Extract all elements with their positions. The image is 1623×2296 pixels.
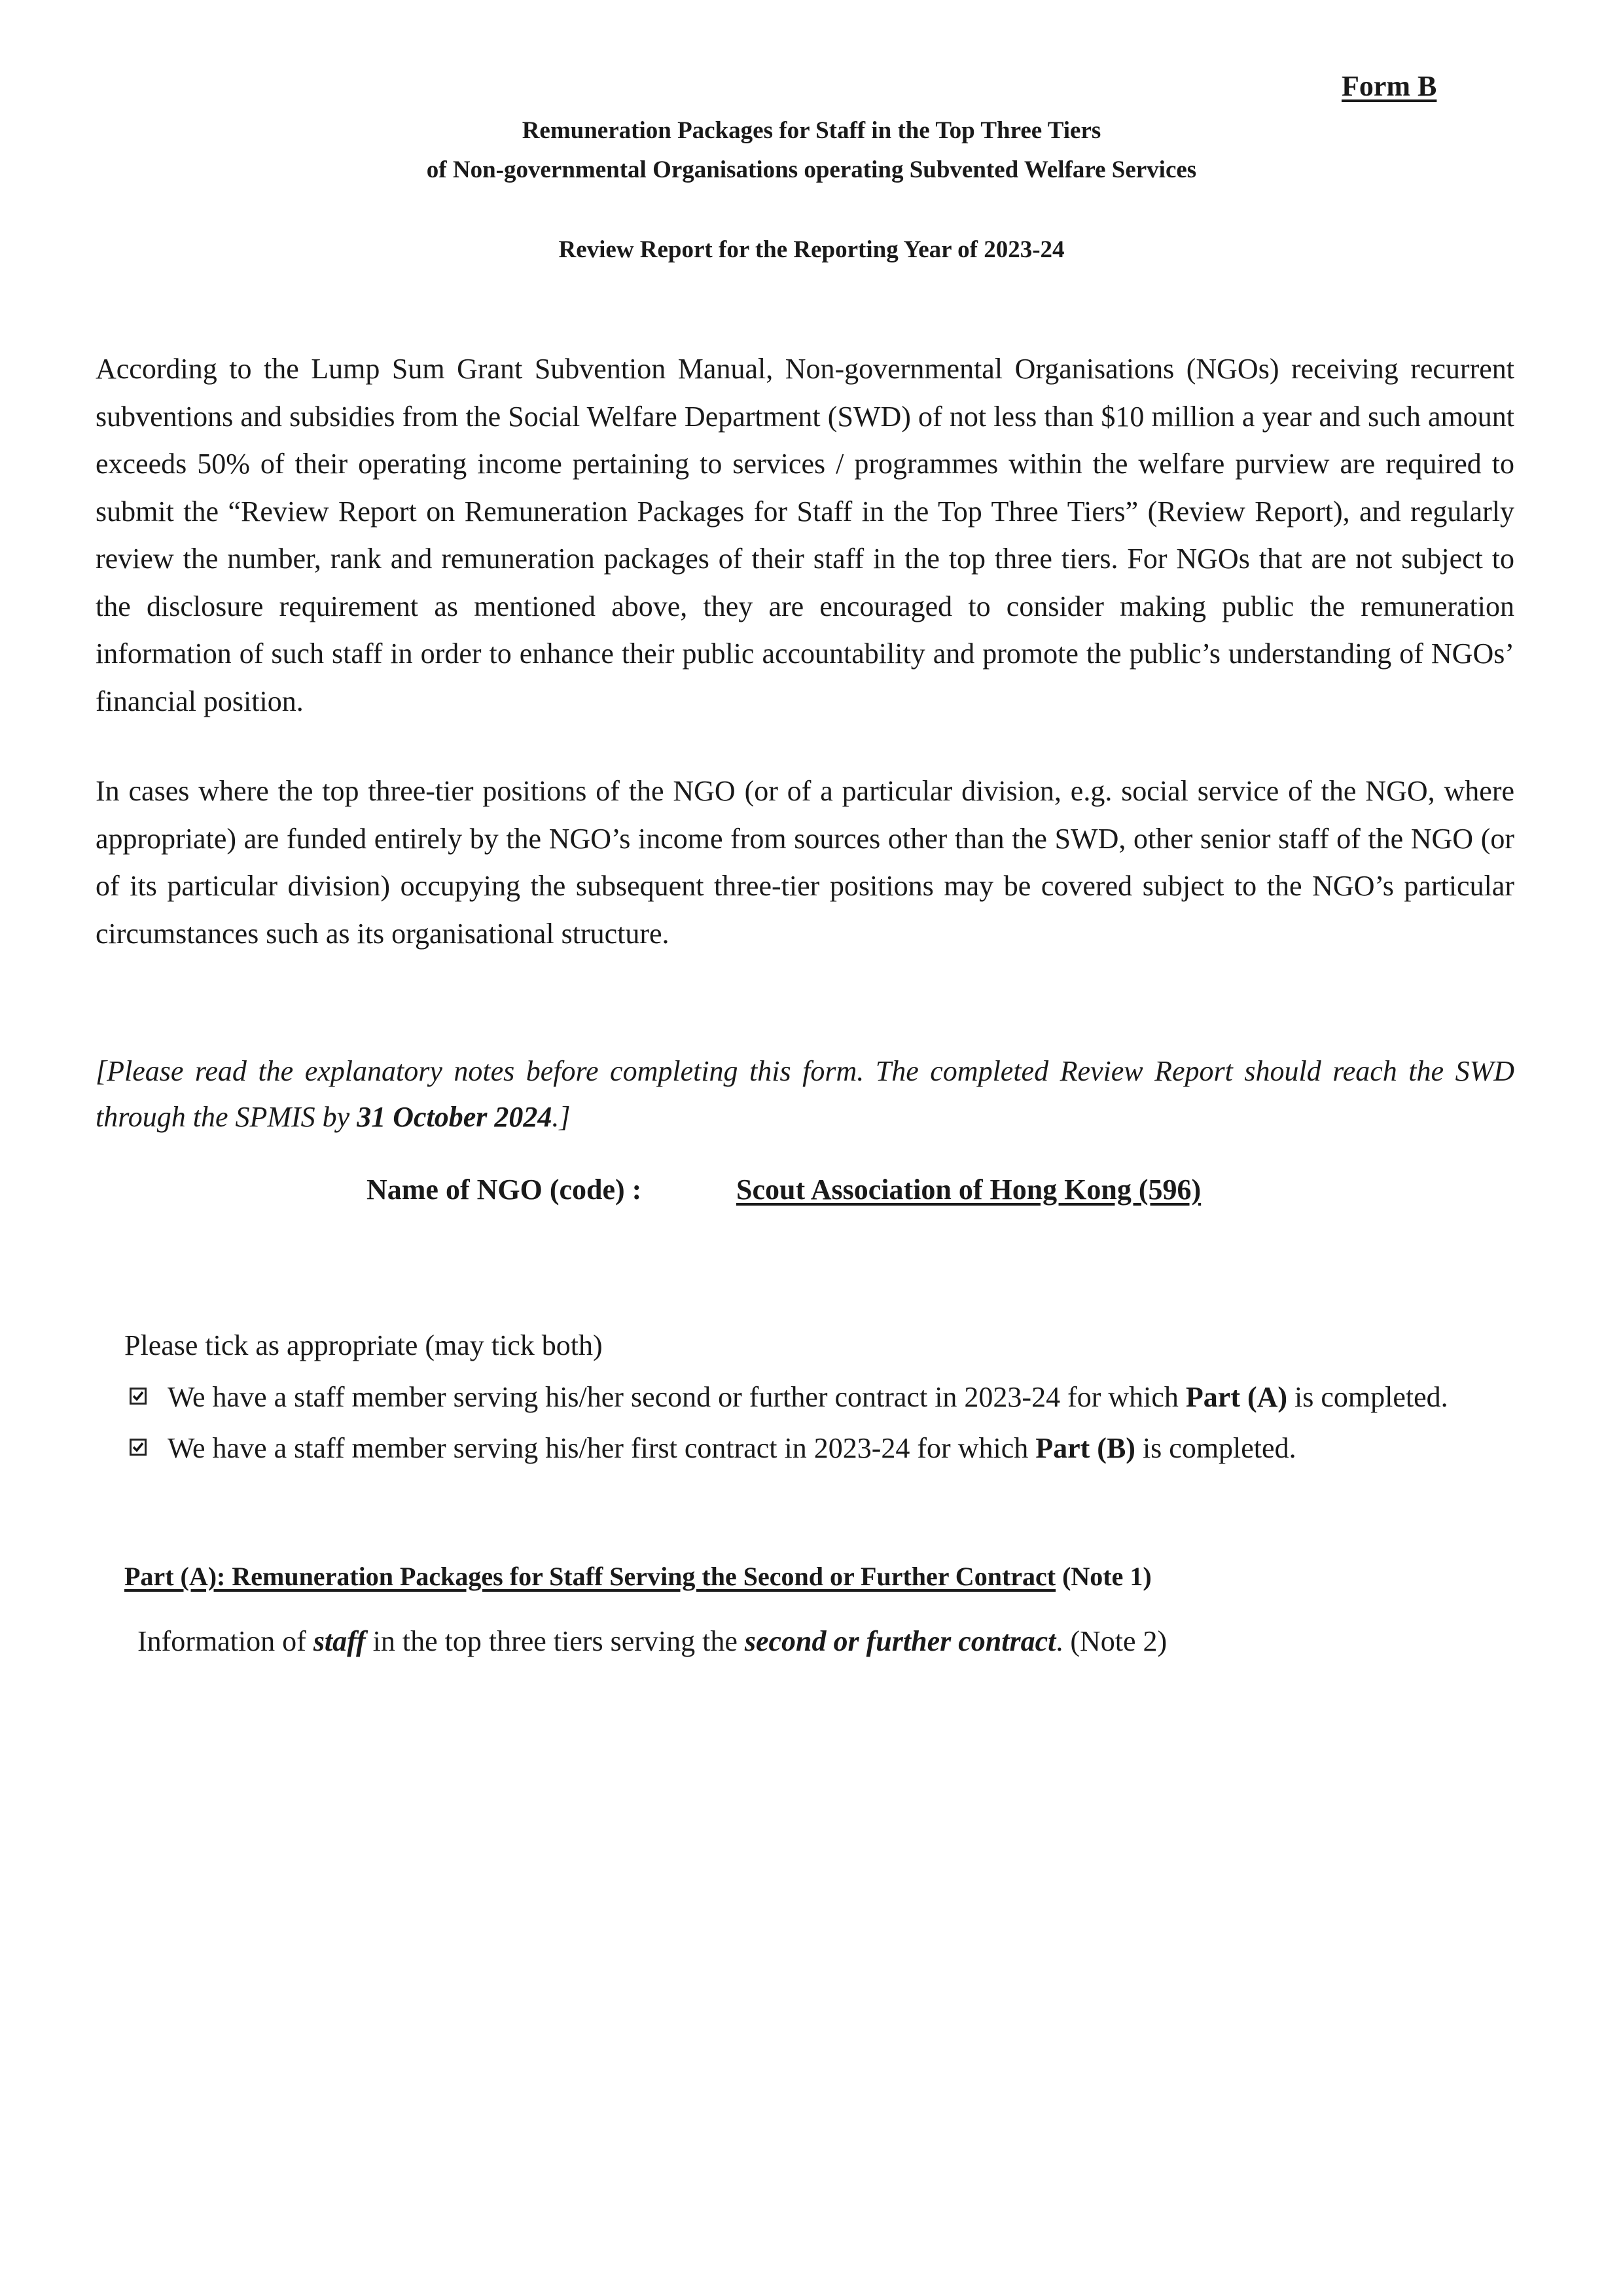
tick-option-part-b: [124, 1426, 1499, 1471]
instruction-note: [96, 1049, 1514, 1140]
reporting-year-heading: Review Report for the Reporting Year of 2023-24: [558, 236, 1065, 263]
tick-option-text-end: is completed.: [1135, 1432, 1296, 1464]
tick-options: [124, 1374, 1499, 1477]
report-title-line-2: of Non-governmental Organisations operating Subvented Welfare Services: [426, 156, 1197, 183]
info-text-end: . (Note 2): [1056, 1625, 1168, 1657]
part-a-info-line: [137, 1624, 1167, 1658]
tick-option-part-a: [124, 1374, 1499, 1420]
tick-option-text: We have a staff member serving his/her first contract in 2023-24 for which: [168, 1432, 1036, 1464]
info-contract: second or further contract: [744, 1625, 1056, 1657]
report-title-line-1: Remuneration Packages for Staff in the Top Three Tiers: [522, 117, 1101, 144]
info-staff: staff: [313, 1625, 366, 1657]
checkmark-icon: [132, 1390, 145, 1403]
part-a-title: Part (A): Remuneration Packages for Staff Serving the Second or Further Contract: [124, 1562, 1056, 1591]
part-reference: Part (B): [1035, 1432, 1135, 1464]
form-label: Form B: [1342, 70, 1437, 102]
submission-deadline: 31 October 2024: [357, 1101, 552, 1133]
instruction-text: [Please read the explanatory notes before completing this form. The completed Review Report should reach the SWD through the SPMIS by: [96, 1055, 1514, 1133]
info-text-middle: in the top three tiers serving the: [365, 1625, 745, 1657]
tick-instruction: Please tick as appropriate (may tick both): [124, 1329, 603, 1361]
part-b-checkbox[interactable]: [130, 1439, 147, 1456]
ngo-name-label: Name of NGO (code) :: [366, 1174, 642, 1206]
part-reference: Part (A): [1185, 1381, 1288, 1413]
ngo-name-value: Scout Association of Hong Kong (596): [736, 1174, 1202, 1206]
instruction-end: .]: [552, 1101, 571, 1133]
info-text: Information of: [137, 1625, 313, 1657]
part-a-note: (Note 1): [1056, 1562, 1152, 1591]
ngo-name-row: [0, 1173, 1623, 1219]
part-a-checkbox[interactable]: [130, 1388, 147, 1405]
coverage-paragraph: In cases where the top three-tier positions of the NGO (or of a particular division, e.g. social service of the NGO, where appropriate) are funded entirely by the NGO’s income from sources other than the SWD, other senior staff of the NGO (or of its particular division) occupying the subsequent three-tier positions may be covered subject to the NGO’s particular circumstances such as its organisational structure.: [96, 775, 1514, 950]
tick-option-text-end: is completed.: [1287, 1381, 1448, 1413]
part-a-heading: [124, 1561, 1152, 1592]
tick-option-text: We have a staff member serving his/her second or further contract in 2023-24 for which: [168, 1381, 1186, 1413]
checkmark-icon: [132, 1441, 145, 1454]
intro-paragraph: According to the Lump Sum Grant Subvention Manual, Non-governmental Organisations (NGOs) receiving recurrent subventions and subsidies from the Social Welfare Department (SWD) of not less than $10 million a year and such amount exceeds 50% of their operating income pertaining to services / programmes within the welfare purview are required to submit the “Review Report on Remuneration Packages for Staff in the Top Three Tiers” (Review Report), and regularly review the number, rank and remuneration packages of their staff in the top three tiers. For NGOs that are not subject to the disclosure requirement as mentioned above, they are encouraged to consider making public the remuneration information of such staff in order to enhance their public accountability and promote the public’s understanding of NGOs’ financial position.: [96, 353, 1514, 717]
